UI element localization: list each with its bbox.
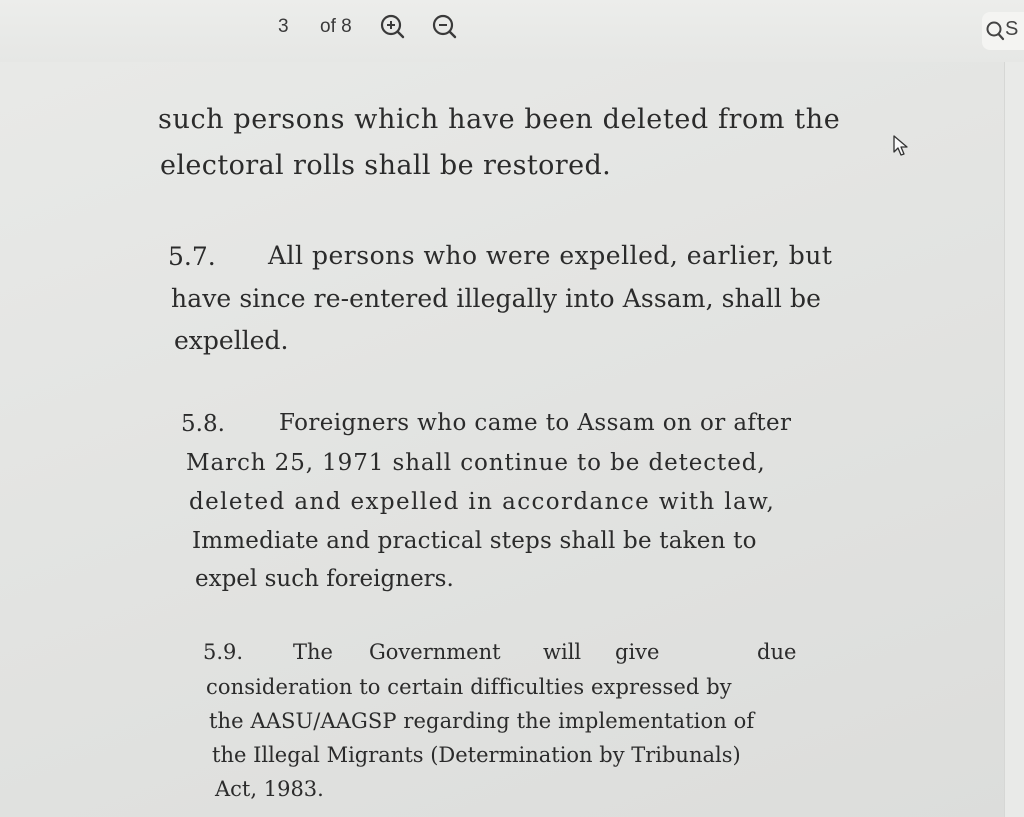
text-word: will bbox=[543, 640, 582, 664]
text-line: Immediate and practical steps shall be taken to bbox=[192, 528, 757, 554]
zoom-in-icon bbox=[378, 12, 408, 42]
search-button[interactable] bbox=[982, 12, 1024, 50]
text-line: the Illegal Migrants (Determination by Tribunals) bbox=[212, 743, 741, 767]
text-line: Act, 1983. bbox=[215, 777, 324, 801]
zoom-out-button[interactable] bbox=[430, 12, 460, 42]
text-line: have since re-entered illegally into Assam, shall be bbox=[171, 284, 822, 313]
text-line: Foreigners who came to Assam on or after bbox=[279, 410, 792, 436]
text-word: give bbox=[615, 640, 660, 664]
text-word: Government bbox=[369, 640, 501, 664]
page-total-label: of 8 bbox=[320, 16, 352, 37]
text-line: expel such foreigners. bbox=[195, 566, 454, 592]
text-word: The bbox=[293, 640, 333, 664]
text-word: due bbox=[757, 640, 797, 664]
scrollbar-track[interactable] bbox=[1004, 62, 1024, 817]
clause-number: 5.8. bbox=[181, 411, 225, 437]
text-line: March 25, 1971 shall continue to be detected, bbox=[186, 450, 766, 476]
text-line: expelled. bbox=[174, 326, 289, 355]
search-icon bbox=[986, 20, 1006, 42]
text-line: consideration to certain difficulties expressed by bbox=[206, 675, 732, 699]
text-line: the AASU/AAGSP regarding the implementation of bbox=[209, 709, 755, 733]
zoom-out-icon bbox=[430, 12, 460, 42]
zoom-in-button[interactable] bbox=[378, 12, 408, 42]
pdf-toolbar bbox=[0, 0, 1024, 62]
text-line: electoral rolls shall be restored. bbox=[160, 150, 612, 181]
clause-number: 5.9. bbox=[203, 640, 244, 664]
clause-number: 5.7. bbox=[168, 242, 216, 271]
text-line: All persons who were expelled, earlier, but bbox=[268, 241, 833, 270]
current-page-number[interactable]: 3 bbox=[278, 16, 289, 37]
text-line: such persons which have been deleted from the bbox=[158, 104, 841, 135]
text-line: deleted and expelled in accordance with law, bbox=[189, 489, 776, 515]
search-label: S bbox=[1005, 18, 1019, 40]
mouse-pointer-icon bbox=[892, 134, 912, 158]
